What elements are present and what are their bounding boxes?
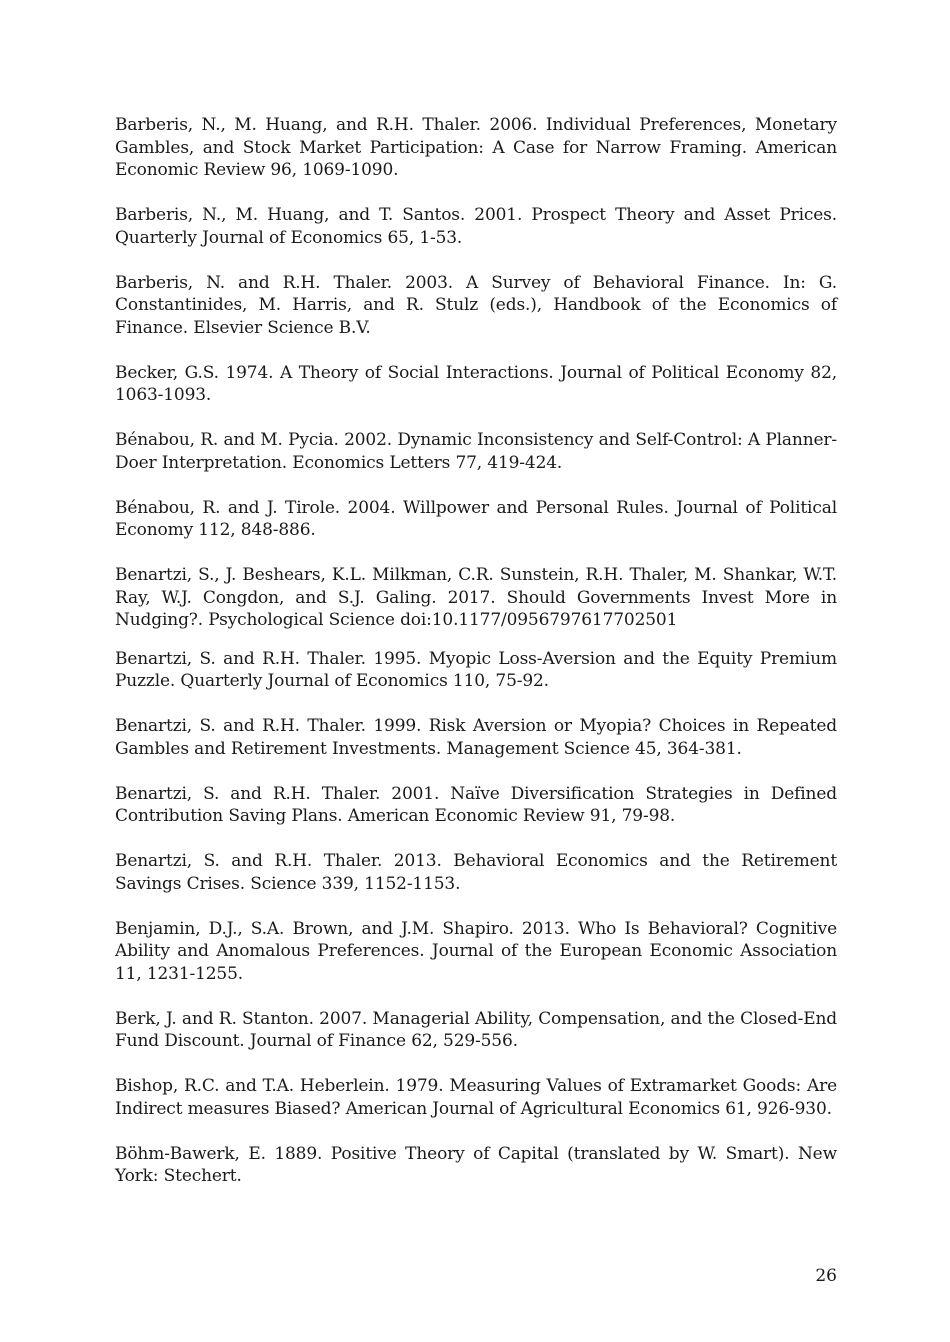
reference-entry: Benartzi, S. and R.H. Thaler. 1995. Myopic Loss-Aversion and the Equity Premium Puzzle. Quarterly Journal of Economics 110, 75-92. xyxy=(115,648,837,691)
reference-entry: Böhm-Bawerk, E. 1889. Positive Theory of Capital (translated by W. Smart). New York: Stechert. xyxy=(115,1143,837,1186)
reference-entry: Barberis, N., M. Huang, and R.H. Thaler. 2006. Individual Preferences, Monetary Gambles, and Stock Market Participation: A Case for Narrow Framing. American Economic Review 96, 1069-1090. xyxy=(115,115,837,180)
reference-list xyxy=(115,114,837,1188)
reference-entry: Barberis, N., M. Huang, and T. Santos. 2001. Prospect Theory and Asset Prices. Quarterly Journal of Economics 65, 1-53. xyxy=(115,205,837,248)
reference-entry: Bénabou, R. and M. Pycia. 2002. Dynamic Inconsistency and Self-Control: A Planner-Doer Interpretation. Economics Letters 77, 419-424. xyxy=(115,430,837,473)
reference-entry: Barberis, N. and R.H. Thaler. 2003. A Survey of Behavioral Finance. In: G. Constantinides, M. Harris, and R. Stulz (eds.), Handbook of the Economics of Finance. Elsevier Science B.V. xyxy=(115,272,837,338)
reference-entry: Benartzi, S. and R.H. Thaler. 2013. Behavioral Economics and the Retirement Savings Crises. Science 339, 1152-1153. xyxy=(115,851,837,894)
reference-entry: Becker, G.S. 1974. A Theory of Social Interactions. Journal of Political Economy 82, 1063-1093. xyxy=(115,362,837,405)
reference-entry: Berk, J. and R. Stanton. 2007. Managerial Ability, Compensation, and the Closed-End Fund Discount. Journal of Finance 62, 529-556. xyxy=(115,1008,837,1051)
reference-entry: Benartzi, S. and R.H. Thaler. 2001. Naïve Diversification Strategies in Defined Contribution Saving Plans. American Economic Review 91, 79-98. xyxy=(115,783,837,826)
reference-entry: Benartzi, S., J. Beshears, K.L. Milkman, C.R. Sunstein, R.H. Thaler, M. Shankar, W.T. Ray, W.J. Congdon, and S.J. Galing. 2017. Should Governments Invest More in Nudging?. Psychological Science doi:10.1177/0956797617702501 xyxy=(115,565,837,630)
reference-entry: Bishop, R.C. and T.A. Heberlein. 1979. Measuring Values of Extramarket Goods: Are Indirect measures Biased? American Journal of Agricultural Economics 61, 926-930. xyxy=(115,1076,837,1119)
page-number: 26 xyxy=(815,1266,837,1286)
reference-entry: Benartzi, S. and R.H. Thaler. 1999. Risk Aversion or Myopia? Choices in Repeated Gambles and Retirement Investments. Management Science 45, 364-381. xyxy=(115,716,837,759)
reference-entry: Bénabou, R. and J. Tirole. 2004. Willpower and Personal Rules. Journal of Political Economy 112, 848-886. xyxy=(115,497,837,540)
reference-entry: Benjamin, D.J., S.A. Brown, and J.M. Shapiro. 2013. Who Is Behavioral? Cognitive Ability and Anomalous Preferences. Journal of the European Economic Association 11, 1231-1255. xyxy=(115,918,837,984)
